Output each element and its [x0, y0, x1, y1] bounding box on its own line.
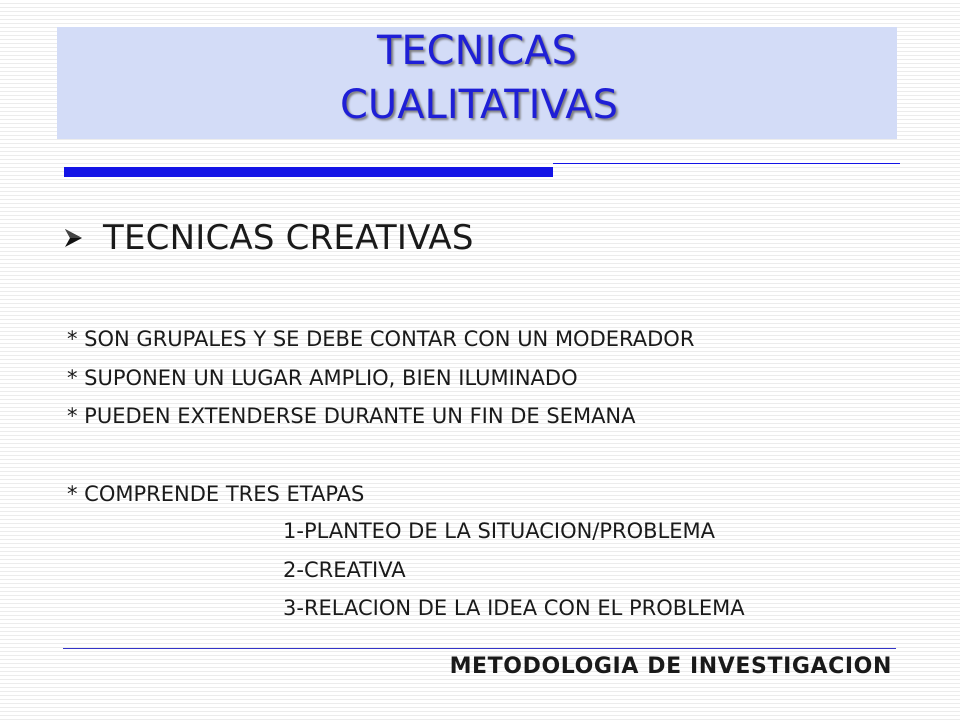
footer-text: METODOLOGIA DE INVESTIGACION	[449, 654, 892, 679]
bullet-line-3: * PUEDEN EXTENDERSE DURANTE UN FIN DE SEMANA	[67, 404, 636, 428]
stage-line-1: 1-PLANTEO DE LA SITUACION/PROBLEMA	[283, 519, 716, 543]
bullet-line-2: * SUPONEN UN LUGAR AMPLIO, BIEN ILUMINADO	[67, 366, 578, 390]
stage-line-2: 2-CREATIVA	[283, 558, 406, 582]
bullet-line-1: * SON GRUPALES Y SE DEBE CONTAR CON UN MODERADOR	[67, 327, 695, 351]
bullet-line-4: * COMPRENDE TRES ETAPAS	[67, 482, 365, 506]
divider-line-bottom	[63, 648, 896, 649]
section-heading	[62, 213, 474, 263]
accent-bar	[64, 167, 553, 177]
arrowhead-bullet-icon	[62, 218, 92, 258]
slide-title-line1: TECNICAS	[376, 28, 578, 74]
section-heading-text: TECNICAS CREATIVAS	[103, 218, 474, 258]
stage-line-3: 3-RELACION DE LA IDEA CON EL PROBLEMA	[283, 596, 745, 620]
slide-title-line2: CUALITATIVAS	[339, 82, 619, 128]
divider-line-top	[553, 163, 900, 164]
